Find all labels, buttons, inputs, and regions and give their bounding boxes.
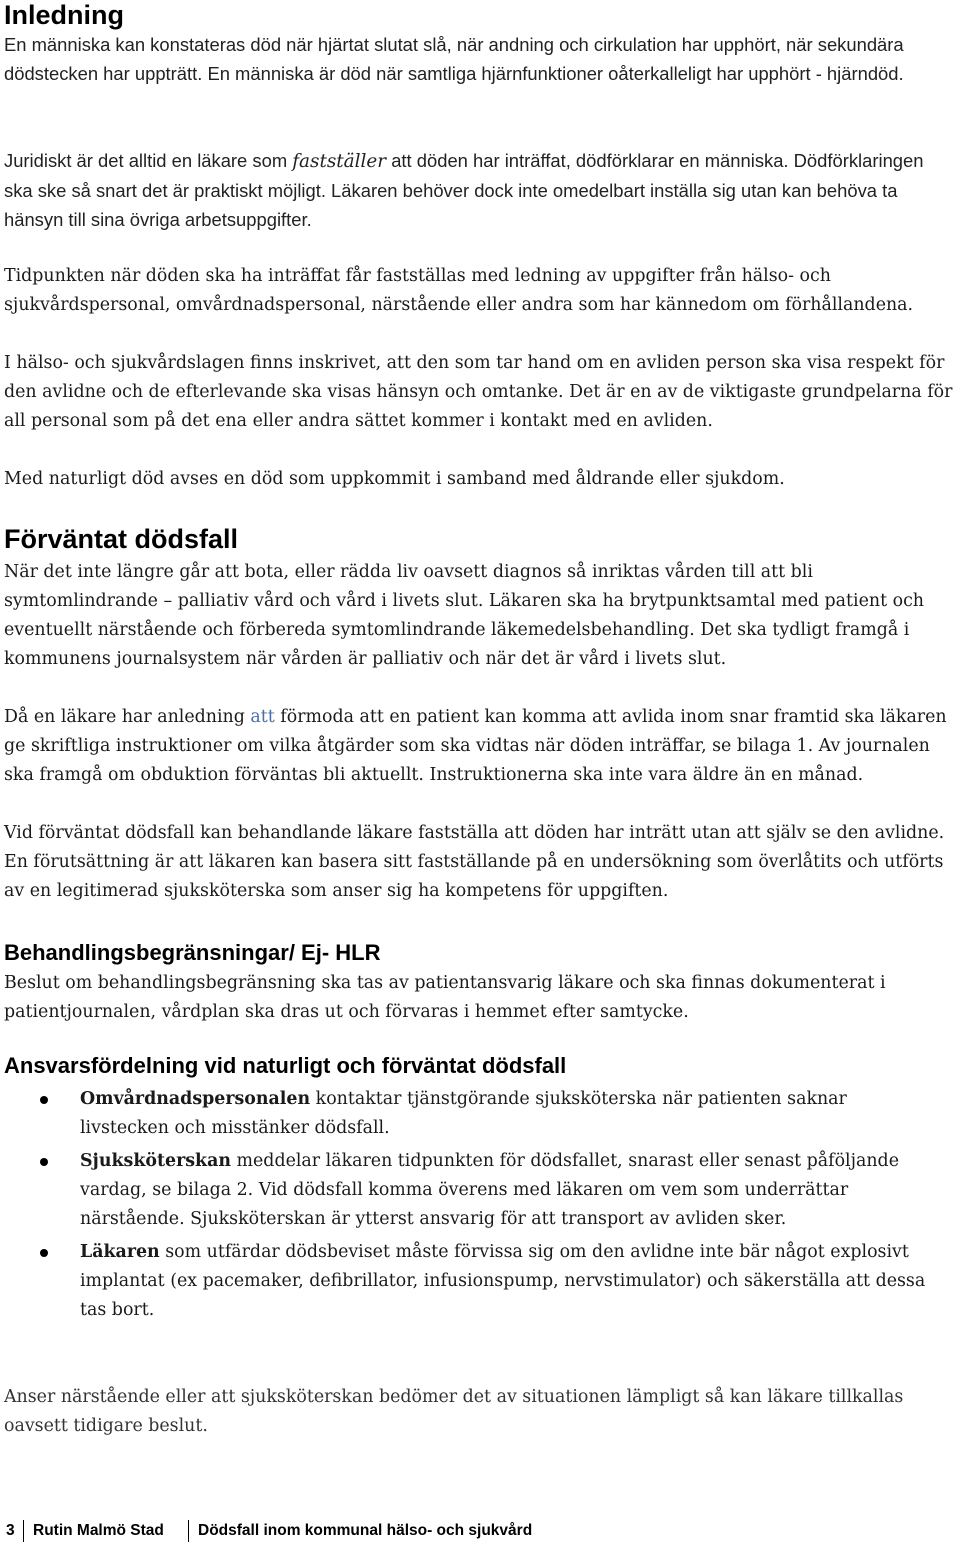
heading-inledning: Inledning — [4, 0, 124, 30]
paragraph-inledning-2: Juridiskt är det alltid en läkare som fastställer att döden har inträffat, dödförklarar en människa. Dödförklaringen ska ske så snart det är praktiskt möjligt. Läkaren behöver dock inte omedelbart inställa sig utan kan behöva ta hänsyn till sina övriga arbetsuppgifter. — [4, 150, 924, 230]
bullet-icon — [40, 1096, 48, 1104]
heading-behandlingsbegransningar: Behandlingsbegränsningar/ Ej- HLR — [4, 940, 381, 965]
emphasis-faststaller: fastställer — [292, 151, 387, 172]
paragraph-behandling: Beslut om behandlingsbegränsning ska tas av patientansvarig läkare och ska finnas dokumenterat i patientjournalen, vårdplan ska dras ut och förvaras i hemmet efter samtycke. — [4, 973, 886, 1022]
page-footer — [0, 1520, 960, 1548]
heading-forvantat-dodsfall: Förväntat dödsfall — [4, 524, 239, 554]
paragraph-inledning-5: Med naturligt död avses en död som uppkommit i samband med åldrande eller sjukdom. — [4, 469, 785, 489]
list-item: Sjuksköterskan meddelar läkaren tidpunkten för dödsfallet, snarast eller senast påföljande vardag, se bilaga 2. Vid dödsfall komma överens med läkaren om vem som underrättar närstående. Sjuksköterskan är ytterst ansvarig för att transport av avliden sker. — [0, 1147, 940, 1234]
highlighted-word: att — [250, 707, 275, 727]
bullet-icon — [40, 1249, 48, 1257]
bullet-icon — [40, 1158, 48, 1166]
paragraph-inledning-3: Tidpunkten när döden ska ha inträffat får fastställas med ledning av uppgifter från hälso- och sjukvårdspersonal, omvårdnadspersonal, närstående eller andra som har kännedom om förhållandena. — [4, 266, 914, 315]
footer-divider — [23, 1520, 24, 1542]
footer-document-title: Dödsfall inom kommunal hälso- och sjukvård — [198, 1522, 533, 1539]
paragraph-forvantat-2: Då en läkare har anledning att förmoda att en patient kan komma att avlida inom snar framtid ska läkaren ge skriftliga instruktioner om vilka åtgärder som ska vidtas när döden inträffar, se bilaga 1. Av journalen ska framgå om obduktion förväntas bli aktuellt. Instruktionerna ska inte vara äldre än en månad. — [4, 707, 947, 785]
paragraph-inledning-1: En människa kan konstateras död när hjärtat slutat slå, när andning och cirkulation har upphört, när sekundära dödstecken har uppträtt. En människa är död när samtliga hjärnfunktioner oåterkalleligt har upphört - hjärndöd. — [4, 34, 904, 84]
page-number: 3 — [6, 1522, 15, 1539]
footer-divider — [188, 1520, 189, 1542]
list-item: Omvårdnadspersonalen kontaktar tjänstgörande sjuksköterska när patienten saknar livstecken och misstänker dödsfall. — [0, 1085, 940, 1143]
responsibility-list — [0, 1085, 940, 1329]
list-item: Läkaren som utfärdar dödsbeviset måste förvissa sig om den avlidne inte bär något explosivt implantat (ex pacemaker, defibrillator, infusionspump, nervstimulator) och säkerställa att dessa tas bort. — [0, 1238, 940, 1325]
paragraph-forvantat-3: Vid förväntat dödsfall kan behandlande läkare fastställa att döden har inträtt utan att själv se den avlidne. En förutsättning är att läkaren kan basera sitt fastställande på en undersökning som överlåtits och utförts av en legitimerad sjuksköterska som anser sig ha kompetens för uppgiften. — [4, 823, 945, 901]
footer-organization: Rutin Malmö Stad — [33, 1522, 164, 1539]
paragraph-inledning-4: I hälso- och sjukvårdslagen finns inskrivet, att den som tar hand om en avliden person ska visa respekt för den avlidne och de efterlevande ska visas hänsyn och omtanke. Det är en av de viktigaste grundpelarna för all personal som på det ena eller andra sättet kommer i kontakt med en avliden. — [4, 353, 953, 431]
paragraph-closing: Anser närstående eller att sjuksköterskan bedömer det av situationen lämpligt så kan läkare tillkallas oavsett tidigare beslut. — [4, 1387, 904, 1436]
paragraph-forvantat-1: När det inte längre går att bota, eller rädda liv oavsett diagnos så inriktas vården till att bli symtomlindrande – palliativ vård och vård i livets slut. Läkaren ska ha brytpunktsamtal med patient och eventuellt närstående och förbereda symtomlindrande läkemedelsbehandling. Det ska tydligt framgå i kommunens journalsystem när vården är palliativ och när det är vård i livets slut. — [4, 562, 925, 669]
heading-ansvarsfordelning: Ansvarsfördelning vid naturligt och förväntat dödsfall — [4, 1053, 567, 1078]
